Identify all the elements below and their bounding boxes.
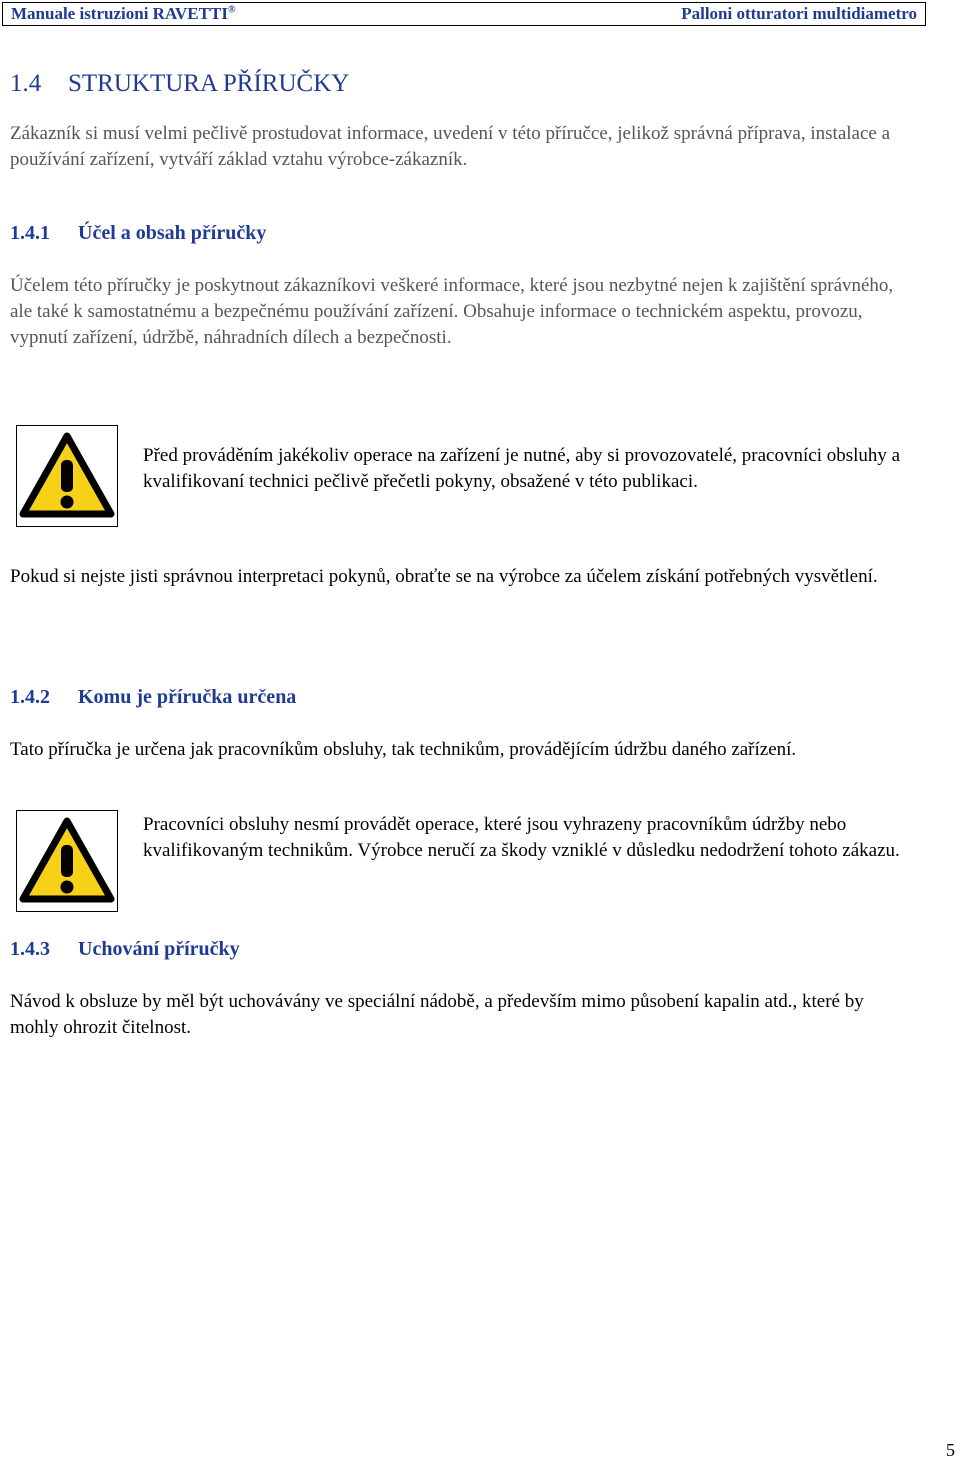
section-heading-1-4-2: 1.4.2 Komu je příručka určena [10,686,297,708]
warning-text-1: Před prováděním jakékoliv operace na zařízení je nutné, aby si provozovatelé, pracovníci obsluhy a kvalifikovaní technici pečlivě přečetli pokyny, obsažené v této publikaci. [143,445,901,492]
section-1-4-1-note: Pokud si nejste jisti správnou interpretaci pokynů, obraťte se na výrobce za účelem získání potřebných vysvětlení. [10,566,878,587]
warning-triangle-icon [16,810,118,912]
section-1-4-3-body: Návod k obsluze by měl být uchovávány ve speciální nádobě, a především mimo působení kapalin atd., které by mohly ohrozit čitelnost. [10,991,864,1038]
section-intro: Zákazník si musí velmi pečlivě prostudovat informace, uvedení v této příručce, jelikož správná příprava, instalace a používání zařízení, vytváří základ vztahu výrobce-zákazník. [10,123,891,170]
section-1-4-1-body: Účelem této příručky je poskytnout zákazníkovi veškeré informace, které jsou nezbytné nejen k zajištění správného, ale také k samostatnému a bezpečnému používání zařízení. Obsahuje informace o technickém aspektu, provozu, vypnutí zařízení, údržbě, náhradních dílech a bezpečnosti. [10,275,894,348]
page-number: 5 [946,1440,955,1460]
header-left: Manuale istruzioni RAVETTI® [11,4,236,23]
section-heading-1-4-3: 1.4.3 Uchování příručky [10,938,240,960]
section-heading-1-4-1: 1.4.1 Účel a obsah příručky [10,222,267,244]
section-heading-1-4: 1.4 STRUKTURA PŘÍRUČKY [10,70,350,97]
warning-triangle-icon [16,425,118,527]
header-right: Palloni otturatori multidiametro [681,4,917,23]
section-1-4-2-body: Tato příručka je určena jak pracovníkům obsluhy, tak technikům, provádějícím údržbu daného zařízení. [10,739,797,760]
page-header [2,2,926,26]
warning-text-2: Pracovníci obsluhy nesmí provádět operace, které jsou vyhrazeny pracovníkům údržby nebo kvalifikovaným technikům. Výrobce neručí za škody vzniklé v důsledku nedodržení tohoto zákazu. [143,814,900,861]
